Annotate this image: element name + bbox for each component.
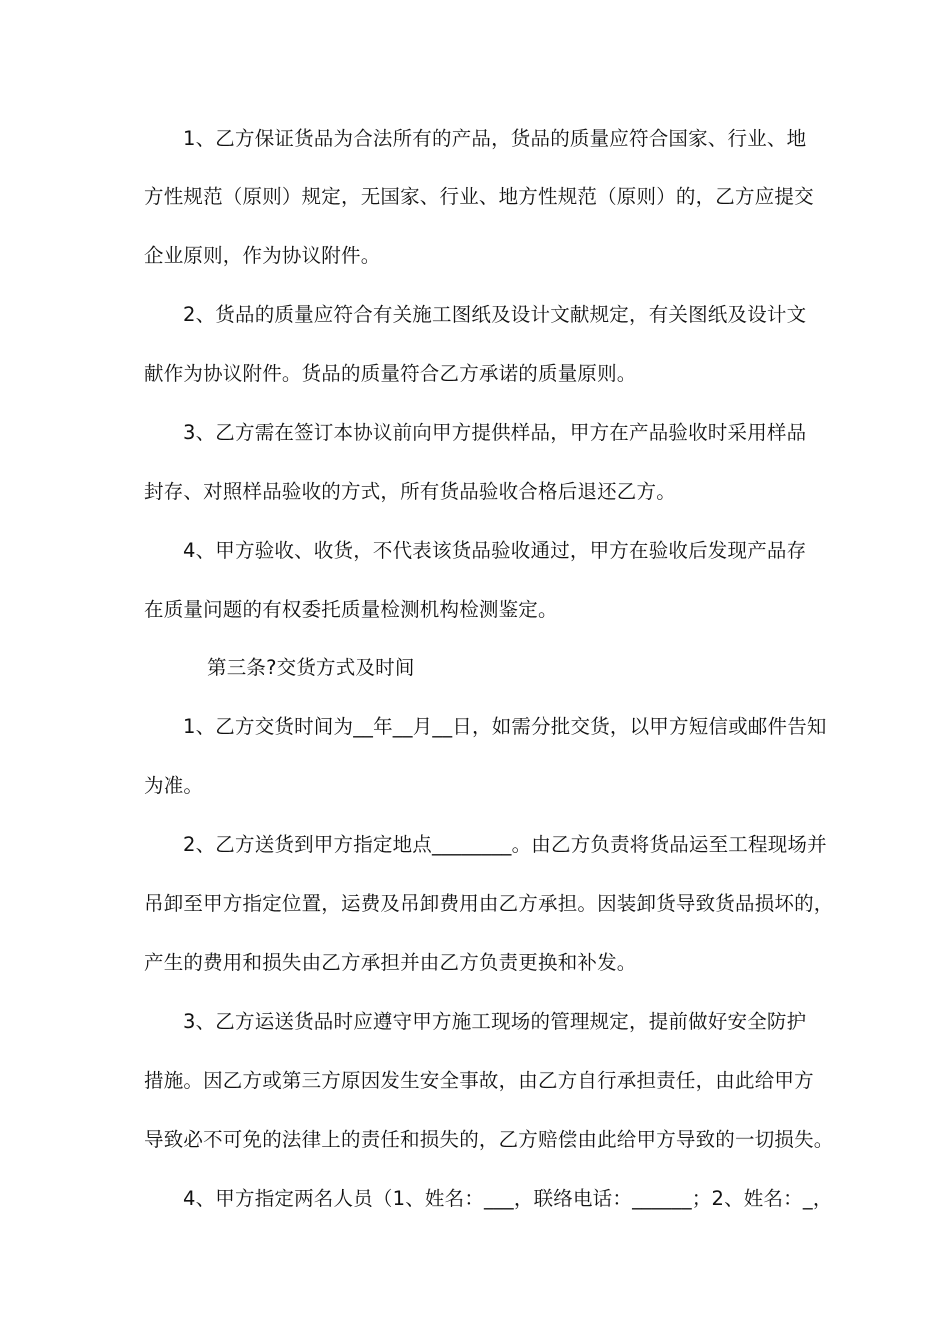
clause-2-line-2: 献作为协议附件。货品的质量符合乙方承诺的质量原则。 (144, 362, 637, 385)
delivery-1-line-1: 1、乙方交货时间为__年__月__日，如需分批交货，以甲方短信或邮件告知 (183, 715, 827, 738)
delivery-3-line-3: 导致必不可免的法律上的责任和损失的，乙方赔偿由此给甲方导致的一切损失。 (144, 1128, 834, 1151)
delivery-1-line-2: 为准。 (144, 774, 204, 797)
clause-3-line-1: 3、乙方需在签订本协议前向甲方提供样品，甲方在产品验收时采用样品 (183, 421, 807, 444)
clause-1-line-3: 企业原则，作为协议附件。 (144, 244, 381, 267)
delivery-3-line-2: 措施。因乙方或第三方原因发生安全事故，由乙方自行承担责任，由此给甲方 (144, 1069, 814, 1092)
delivery-2-line-1: 2、乙方送货到甲方指定地点________。由乙方负责将货品运至工程现场并 (183, 833, 827, 856)
clause-1-line-1: 1、乙方保证货品为合法所有的产品，货品的质量应符合国家、行业、地 (183, 127, 807, 150)
clause-2-line-1: 2、货品的质量应符合有关施工图纸及设计文献规定，有关图纸及设计文 (183, 303, 807, 326)
clause-4-line-2: 在质量问题的有权委托质量检测机构检测鉴定。 (144, 598, 558, 621)
clause-1-line-2: 方性规范（原则）规定，无国家、行业、地方性规范（原则）的，乙方应提交 (144, 185, 814, 208)
delivery-2-line-3: 产生的费用和损失由乙方承担并由乙方负责更换和补发。 (144, 951, 637, 974)
clause-4-line-1: 4、甲方验收、收货，不代表该货品验收通过，甲方在验收后发现产品存 (183, 539, 807, 562)
section-heading: 第三条?交货方式及时间 (207, 656, 415, 679)
delivery-4-line-1: 4、甲方指定两名人员（1、姓名：___，联络电话：______；2、姓名：_， (183, 1187, 833, 1210)
delivery-3-line-1: 3、乙方运送货品时应遵守甲方施工现场的管理规定，提前做好安全防护 (183, 1010, 807, 1033)
delivery-2-line-2: 吊卸至甲方指定位置，运费及吊卸费用由乙方承担。因装卸货导致货品损坏的， (144, 892, 834, 915)
clause-3-line-2: 封存、对照样品验收的方式，所有货品验收合格后退还乙方。 (144, 480, 676, 503)
